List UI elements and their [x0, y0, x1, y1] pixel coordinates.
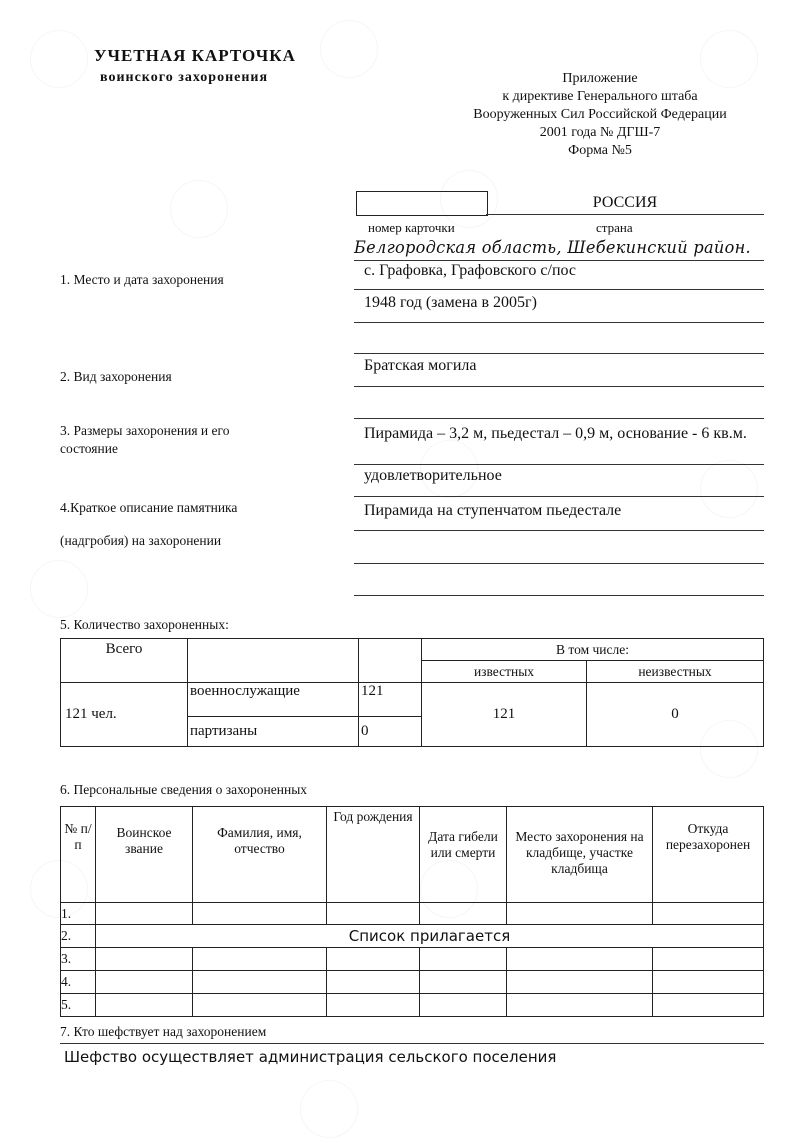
- total-header: Всего: [61, 639, 188, 683]
- table-cell: [96, 948, 193, 971]
- monument-description-value: Пирамида на ступенчатом пьедестале: [364, 502, 622, 519]
- appendix-line: Вооруженных Сил Российской Федерации: [473, 107, 727, 122]
- appendix-block: [400, 70, 800, 160]
- table-cell: [653, 971, 764, 994]
- field-line: [354, 563, 764, 564]
- field-line: [354, 353, 764, 354]
- field-line: [60, 1043, 764, 1044]
- military-value: 121: [359, 683, 422, 717]
- col-header-burial-place: Место захоронения на кладбище, участке кладбища: [507, 807, 653, 903]
- table-cell: [193, 994, 327, 1017]
- table-cell: [507, 971, 653, 994]
- field-line: [354, 386, 764, 387]
- table-cell: [327, 948, 420, 971]
- section2-label: 2. Вид захоронения: [60, 369, 172, 384]
- col-header-death-date: Дата гибели или смерти: [420, 807, 507, 903]
- field-line: [354, 260, 764, 261]
- table-cell: [420, 994, 507, 1017]
- col-header-reburied-from: Откуда перезахоронен: [653, 807, 764, 903]
- card-title: УЧЕТНАЯ КАРТОЧКА: [94, 46, 296, 65]
- section7-label: 7. Кто шефствует над захоронением: [60, 1024, 267, 1039]
- total-value: 121 чел.: [61, 683, 188, 747]
- watermark-emblem: [30, 30, 88, 88]
- table-cell: [327, 971, 420, 994]
- empty-cell: [359, 639, 422, 683]
- military-label: военнослужащие: [188, 683, 359, 717]
- table-cell: [96, 994, 193, 1017]
- card-number-box[interactable]: [356, 191, 488, 216]
- table-cell: [507, 994, 653, 1017]
- table-cell: [327, 994, 420, 1017]
- watermark-emblem: [320, 20, 378, 78]
- section5-label: 5. Количество захороненных:: [60, 617, 229, 632]
- burial-count-table: [60, 638, 764, 747]
- burial-condition-value: удовлетворительное: [364, 467, 502, 484]
- col-header-name: Фамилия, имя, отчество: [193, 807, 327, 903]
- table-cell: [96, 903, 193, 925]
- watermark-emblem: [300, 1080, 358, 1138]
- unknown-value: 0: [587, 683, 764, 747]
- field-line: [354, 496, 764, 497]
- row-number: 2.: [61, 925, 96, 948]
- empty-cell: [188, 639, 359, 683]
- list-attached-note: Список прилагается: [96, 925, 764, 948]
- watermark-emblem: [170, 180, 228, 238]
- section1-label: 1. Место и дата захоронения: [60, 272, 224, 287]
- table-cell: [653, 994, 764, 1017]
- watermark-emblem: [700, 460, 758, 518]
- country-value: РОССИЯ: [592, 194, 658, 211]
- table-cell: [420, 903, 507, 925]
- country-label: страна: [596, 220, 633, 235]
- unknown-header: неизвестных: [587, 661, 764, 683]
- burial-place-value: с. Графовка, Графовского с/пос: [364, 262, 577, 279]
- appendix-line: к директиве Генерального штаба: [502, 89, 698, 104]
- table-cell: [193, 903, 327, 925]
- table-cell: [507, 948, 653, 971]
- including-header: В том числе:: [422, 639, 764, 661]
- col-header-rank: Воинское звание: [96, 807, 193, 903]
- country-line: [486, 214, 764, 215]
- field-line: [354, 595, 764, 596]
- burial-date-value: 1948 год (замена в 2005г): [364, 294, 537, 311]
- card-subtitle: воинского захоронения: [100, 70, 269, 85]
- row-number: 1.: [61, 903, 96, 925]
- field-line: [354, 322, 764, 323]
- field-line: [354, 464, 764, 465]
- section4-label: 4.Краткое описание памятника: [60, 500, 238, 515]
- table-cell: [507, 903, 653, 925]
- table-cell: [653, 903, 764, 925]
- patronage-value: Шефство осуществляет администрация сельского поселения: [64, 1048, 557, 1066]
- watermark-emblem: [30, 560, 88, 618]
- known-header: известных: [422, 661, 587, 683]
- section4-label-cont: (надгробия) на захоронении: [60, 533, 222, 548]
- table-cell: [193, 948, 327, 971]
- appendix-line: Приложение: [562, 71, 638, 86]
- row-number: 3.: [61, 948, 96, 971]
- section6-label: 6. Персональные сведения о захороненных: [60, 782, 308, 797]
- partisans-value: 0: [359, 717, 422, 747]
- burial-size-value: Пирамида – 3,2 м, пьедестал – 0,9 м, основание - 6 кв.м.: [364, 425, 747, 442]
- table-cell: [96, 971, 193, 994]
- table-cell: [653, 948, 764, 971]
- table-cell: [420, 971, 507, 994]
- field-line: [354, 418, 764, 419]
- partisans-label: партизаны: [188, 717, 359, 747]
- known-value: 121: [422, 683, 587, 747]
- field-line: [354, 530, 764, 531]
- row-number: 4.: [61, 971, 96, 994]
- table-cell: [327, 903, 420, 925]
- field-line: [354, 289, 764, 290]
- col-header-birth-year: Год рождения: [327, 807, 420, 903]
- col-header-number: № п/п: [61, 807, 96, 903]
- handwritten-location: Белгородская область, Шебекинский район.: [354, 238, 751, 258]
- appendix-line: Форма №5: [568, 143, 632, 158]
- table-cell: [420, 948, 507, 971]
- personal-info-table: [60, 806, 764, 1017]
- card-number-label: номер карточки: [368, 220, 455, 235]
- section3-label: 3. Размеры захоронения и его состояние: [60, 423, 230, 456]
- table-cell: [193, 971, 327, 994]
- burial-type-value: Братская могила: [364, 357, 477, 374]
- appendix-line: 2001 года № ДГШ-7: [539, 125, 661, 140]
- row-number: 5.: [61, 994, 96, 1017]
